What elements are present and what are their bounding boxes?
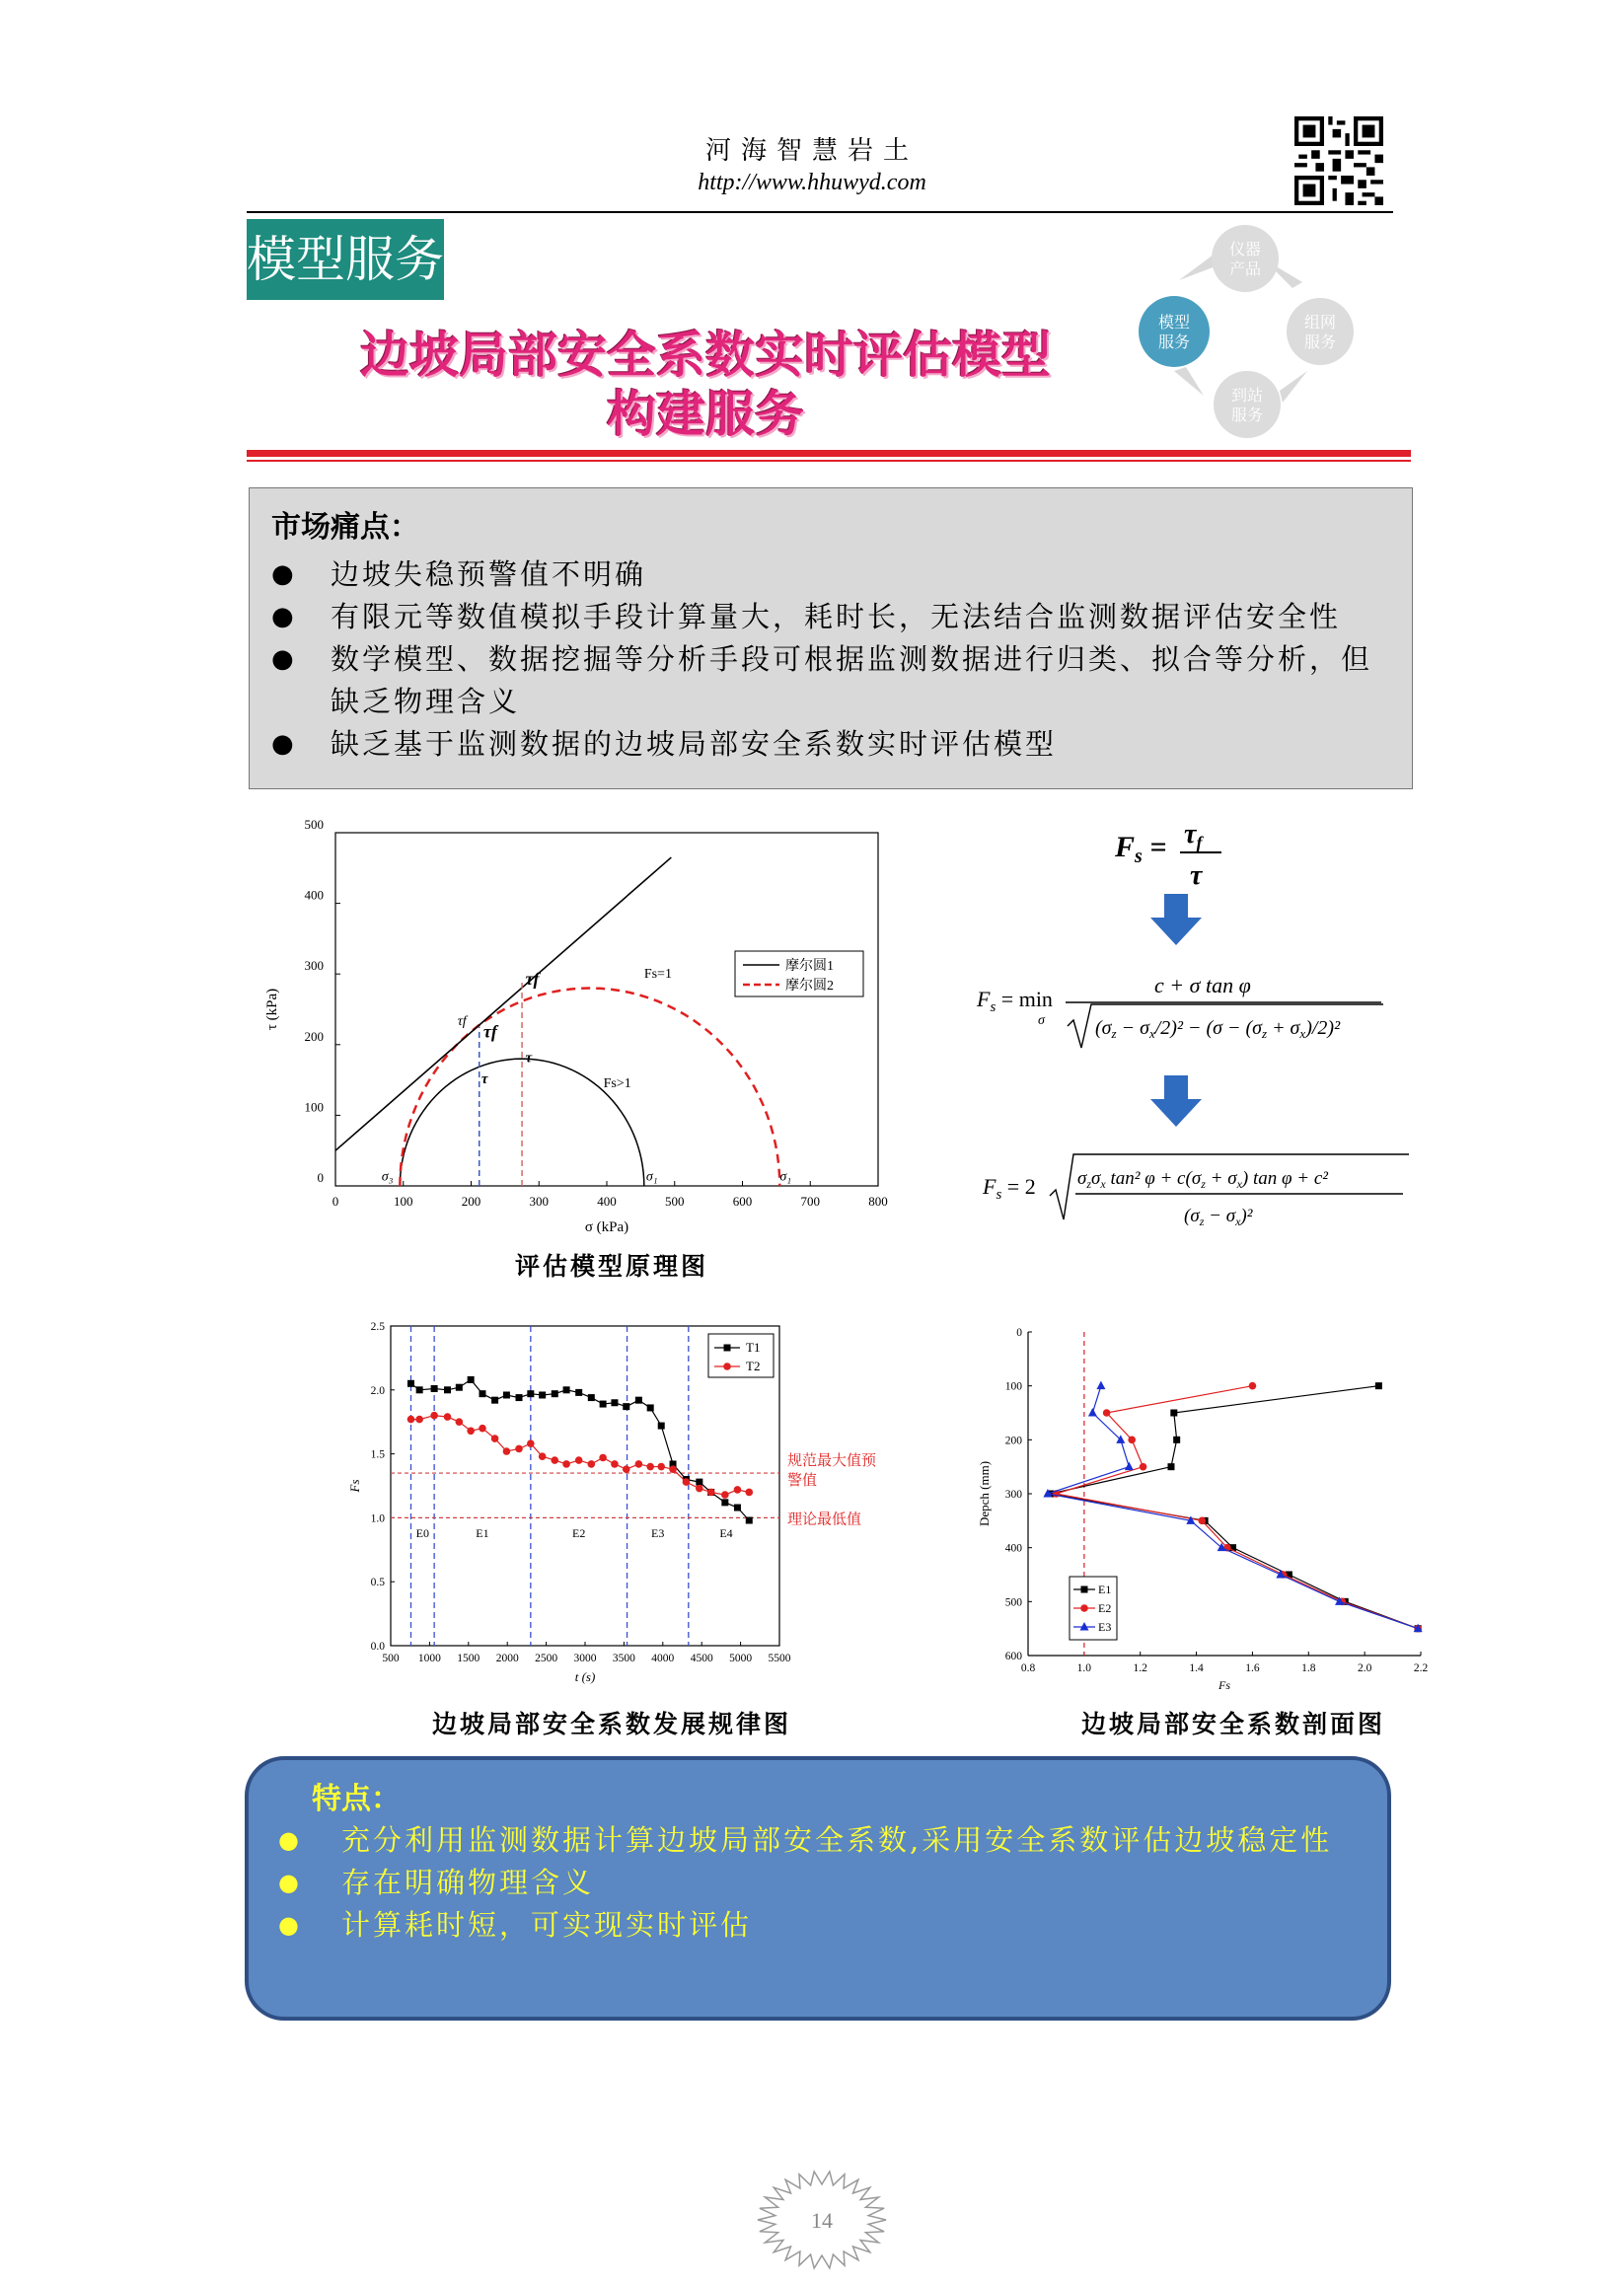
title-divider-thin bbox=[247, 460, 1411, 462]
threshold-label-1a: 规范最大值预 bbox=[787, 1453, 877, 1470]
data-point bbox=[503, 1447, 511, 1455]
x-tick-label: 0 bbox=[332, 1194, 339, 1209]
data-point bbox=[646, 1463, 654, 1471]
pain-point-item: ● 数学模型、数据挖掘等分析手段可根据监测数据进行归类、拟合等分析，但缺乏物理含义 bbox=[271, 638, 1396, 723]
data-point bbox=[696, 1485, 703, 1493]
tauf-label-2: τf bbox=[482, 1021, 497, 1042]
fsgt1-label: Fs>1 bbox=[603, 1075, 631, 1091]
threshold-label-1b: 警值 bbox=[787, 1473, 818, 1490]
x-tick-label: 1.4 bbox=[1189, 1662, 1204, 1674]
header-url[interactable]: http://www.hhuwyd.com bbox=[698, 170, 926, 195]
cycle-label-bottom-b: 服务 bbox=[1230, 407, 1264, 424]
y-tick-label: 2.5 bbox=[370, 1321, 385, 1333]
header-org: 河海智慧岩土 bbox=[704, 136, 919, 166]
page-number: 14 bbox=[811, 2208, 833, 2233]
x-tick-label: 5500 bbox=[768, 1653, 791, 1664]
x-tick-label: 500 bbox=[665, 1194, 685, 1209]
caption-model: 评估模型原理图 bbox=[514, 1252, 708, 1281]
data-point bbox=[562, 1460, 570, 1468]
y-tick-label: 100 bbox=[1004, 1380, 1022, 1393]
fs-development-chart bbox=[345, 1312, 937, 1697]
y-tick-label: 0.0 bbox=[370, 1641, 385, 1653]
data-point bbox=[588, 1460, 596, 1468]
x-tick-label: 300 bbox=[529, 1194, 549, 1209]
cycle-label-right-a: 组网 bbox=[1303, 315, 1337, 332]
phase-label: E4 bbox=[719, 1525, 733, 1540]
data-point bbox=[647, 1404, 654, 1411]
data-point bbox=[1140, 1463, 1147, 1471]
data-point bbox=[1103, 1409, 1111, 1417]
x-tick-label: 2.0 bbox=[1357, 1662, 1372, 1674]
data-point bbox=[491, 1397, 498, 1404]
data-point bbox=[479, 1425, 486, 1433]
cycle-node-bottom bbox=[1214, 371, 1281, 438]
data-point bbox=[407, 1416, 415, 1424]
formula-fs-min: $F_s = \min$ bbox=[977, 987, 1053, 1015]
data-point bbox=[468, 1376, 475, 1383]
phase-label: E1 bbox=[476, 1525, 489, 1540]
pain-points-heading: 市场痛点： bbox=[271, 510, 419, 545]
data-point bbox=[430, 1412, 438, 1420]
formula-tauf: $\tau_f$ bbox=[1184, 819, 1203, 852]
data-point bbox=[1128, 1437, 1136, 1444]
fs1-label: Fs=1 bbox=[643, 966, 672, 982]
data-point bbox=[515, 1445, 523, 1453]
series-line-T1 bbox=[410, 1379, 749, 1520]
data-point bbox=[599, 1454, 607, 1462]
data-point bbox=[491, 1435, 499, 1442]
data-point bbox=[635, 1397, 642, 1404]
y-tick-label: 0.5 bbox=[370, 1577, 385, 1589]
x-tick-label: 3000 bbox=[573, 1653, 597, 1664]
data-point bbox=[527, 1390, 534, 1397]
data-point bbox=[746, 1516, 753, 1523]
data-point bbox=[415, 1416, 423, 1424]
data-point bbox=[575, 1456, 583, 1464]
failure-envelope bbox=[335, 857, 671, 1150]
x-tick-label: 100 bbox=[394, 1194, 413, 1209]
data-point bbox=[657, 1463, 665, 1471]
pain-points-box bbox=[249, 487, 1413, 789]
y-tick-label: 300 bbox=[1004, 1489, 1022, 1501]
x-tick-label: 1.6 bbox=[1245, 1662, 1260, 1674]
x-tick-label: 200 bbox=[461, 1194, 481, 1209]
phase-label: E2 bbox=[572, 1525, 586, 1540]
formula-numerator: c + σ tan φ bbox=[1154, 973, 1251, 997]
data-point bbox=[539, 1452, 547, 1460]
x-tick-label: 400 bbox=[597, 1194, 617, 1209]
tauf-label-3: τf bbox=[525, 968, 540, 989]
cycle-label-left-a: 模型 bbox=[1157, 315, 1191, 332]
fs-profile-chart bbox=[967, 1312, 1431, 1697]
legend-box bbox=[708, 1334, 774, 1377]
data-point bbox=[456, 1384, 463, 1391]
legend-marker bbox=[1081, 1586, 1088, 1593]
page-title-line2: 构建服务 bbox=[607, 386, 804, 443]
y-axis-label: τ (kPa) bbox=[264, 988, 280, 1031]
features-list bbox=[278, 1819, 1364, 1947]
data-point bbox=[552, 1390, 558, 1397]
data-point bbox=[623, 1465, 630, 1473]
data-point bbox=[696, 1479, 702, 1486]
pain-point-item: ● 有限元等数值模拟手段计算量大，耗时长，无法结合监测数据评估安全性 bbox=[271, 596, 1396, 638]
data-point bbox=[611, 1460, 619, 1468]
sigma1-label-1: σ₁ bbox=[645, 1169, 658, 1185]
y-tick-label: 1.0 bbox=[370, 1512, 385, 1525]
cycle-node-top bbox=[1212, 225, 1279, 292]
cycle-label-right-b: 服务 bbox=[1303, 334, 1337, 351]
formula-denominator: $(\sigma_z - \sigma_x/2)^2 - (\sigma - (\sigma_z + \sigma_x)/2)^2$ bbox=[1095, 1017, 1341, 1041]
y-tick-label: 200 bbox=[1004, 1435, 1022, 1447]
y-tick-label: 400 bbox=[304, 887, 324, 903]
data-point bbox=[527, 1439, 535, 1447]
sigma3-label: σ₃ bbox=[381, 1169, 394, 1185]
x-tick-label: 1000 bbox=[417, 1653, 441, 1664]
feature-item: ● 充分利用监测数据计算边坡局部安全系数,采用安全系数评估边坡稳定性 bbox=[278, 1819, 1364, 1862]
y-tick-label: 500 bbox=[1004, 1596, 1022, 1609]
x-axis-label: t (s) bbox=[574, 1669, 596, 1684]
x-axis-label: σ (kPa) bbox=[584, 1219, 629, 1235]
caption-development: 边坡局部安全系数发展规律图 bbox=[431, 1710, 791, 1738]
feature-item: ● 存在明确物理含义 bbox=[278, 1862, 1364, 1904]
x-tick-label: 0.8 bbox=[1020, 1662, 1036, 1674]
data-point bbox=[623, 1403, 629, 1410]
header-divider bbox=[247, 211, 1393, 213]
tauf-label-1: τf bbox=[457, 1013, 467, 1029]
data-point bbox=[745, 1489, 753, 1497]
phase-label: E0 bbox=[415, 1525, 429, 1540]
data-point bbox=[721, 1491, 729, 1499]
data-point bbox=[1249, 1382, 1257, 1390]
data-point bbox=[588, 1394, 595, 1401]
page-number-badge bbox=[750, 2167, 894, 2273]
page-title-line1: 边坡局部安全系数实时评估模型 bbox=[360, 327, 1051, 384]
title-divider-thick bbox=[247, 450, 1411, 457]
x-tick-label: 500 bbox=[382, 1653, 400, 1664]
data-point bbox=[611, 1399, 618, 1406]
y-axis-label: Depch (mm) bbox=[977, 1460, 992, 1527]
x-tick-label: 2500 bbox=[535, 1653, 558, 1664]
cycle-label-left-b: 服务 bbox=[1157, 334, 1191, 351]
data-point bbox=[669, 1465, 677, 1473]
legend-label: E2 bbox=[1098, 1601, 1112, 1615]
data-point bbox=[539, 1391, 546, 1398]
data-point bbox=[734, 1505, 741, 1511]
x-tick-label: 5000 bbox=[729, 1653, 753, 1664]
caption-profile: 边坡局部安全系数剖面图 bbox=[1080, 1710, 1385, 1738]
legend-label: T2 bbox=[746, 1359, 761, 1373]
x-tick-label: 2000 bbox=[495, 1653, 519, 1664]
x-axis-label: Fs bbox=[1218, 1678, 1230, 1692]
formula-tau: τ bbox=[1190, 860, 1203, 891]
data-point bbox=[600, 1401, 607, 1408]
feature-item: ● 计算耗时短，可实现实时评估 bbox=[278, 1904, 1364, 1947]
mohr-plot-frame bbox=[335, 833, 878, 1186]
legend-marker bbox=[1080, 1604, 1088, 1612]
formula-closed-denominator: $(\sigma_z - \sigma_x)^2$ bbox=[1184, 1206, 1253, 1228]
mohr-circle-chart bbox=[247, 809, 898, 1243]
formula-fs-ratio: $F_s$ = bbox=[1115, 831, 1167, 867]
legend-label: T1 bbox=[746, 1340, 761, 1355]
cycle-node-left bbox=[1139, 296, 1210, 367]
tau-label-1: τ bbox=[480, 1071, 488, 1088]
pain-points-list bbox=[271, 553, 1396, 766]
data-point bbox=[1173, 1437, 1180, 1443]
data-point bbox=[1198, 1517, 1206, 1525]
data-point bbox=[1096, 1381, 1105, 1390]
data-point bbox=[431, 1385, 438, 1392]
data-point bbox=[456, 1418, 464, 1426]
formula-min-sub: σ bbox=[1038, 1013, 1045, 1028]
y-tick-label: 1.5 bbox=[370, 1448, 385, 1461]
y-tick-label: 2.0 bbox=[370, 1384, 385, 1397]
x-tick-label: 700 bbox=[800, 1194, 820, 1209]
service-cycle-diagram bbox=[1135, 223, 1371, 440]
data-point bbox=[734, 1486, 742, 1494]
legend-label-2: 摩尔圆2 bbox=[785, 979, 834, 994]
cycle-label-bottom-a: 到站 bbox=[1230, 388, 1264, 405]
y-tick-label: 400 bbox=[1004, 1542, 1022, 1555]
phase-label: E3 bbox=[651, 1525, 665, 1540]
data-point bbox=[503, 1391, 510, 1398]
threshold-label-2: 理论最低值 bbox=[787, 1511, 862, 1528]
arrow-down-icon bbox=[1150, 894, 1202, 945]
section-tag: 模型服务 bbox=[247, 219, 444, 300]
legend-label: E1 bbox=[1098, 1583, 1112, 1596]
data-point bbox=[444, 1413, 452, 1421]
x-tick-label: 3500 bbox=[612, 1653, 635, 1664]
formula-panel bbox=[947, 809, 1411, 1243]
y-tick-label: 0 bbox=[1016, 1327, 1022, 1339]
legend-marker bbox=[723, 1363, 731, 1370]
x-tick-label: 4500 bbox=[690, 1653, 713, 1664]
data-point bbox=[575, 1389, 582, 1396]
y-tick-label: 600 bbox=[1004, 1651, 1022, 1662]
x-tick-label: 800 bbox=[868, 1194, 888, 1209]
x-tick-label: 1.8 bbox=[1301, 1662, 1316, 1674]
data-point bbox=[479, 1390, 485, 1397]
data-point bbox=[1375, 1382, 1382, 1389]
data-point bbox=[467, 1427, 475, 1435]
qr-code-icon bbox=[1294, 116, 1383, 205]
data-point bbox=[1170, 1410, 1177, 1417]
legend-label: E3 bbox=[1098, 1620, 1112, 1634]
x-tick-label: 2.2 bbox=[1413, 1662, 1429, 1674]
features-heading: 特点： bbox=[312, 1782, 401, 1816]
x-tick-label: 600 bbox=[732, 1194, 753, 1209]
x-tick-label: 4000 bbox=[651, 1653, 675, 1664]
pain-point-item: ● 边坡失稳预警值不明确 bbox=[271, 553, 1396, 596]
x-tick-label: 1500 bbox=[457, 1653, 480, 1664]
data-point bbox=[1167, 1463, 1174, 1470]
legend-marker bbox=[724, 1345, 731, 1352]
cycle-label-top-a: 仪器 bbox=[1228, 242, 1262, 258]
data-point bbox=[407, 1380, 414, 1387]
arrow-down-icon bbox=[1150, 1075, 1202, 1127]
data-point bbox=[635, 1460, 643, 1468]
cycle-node-right bbox=[1287, 298, 1354, 365]
data-point bbox=[658, 1423, 665, 1430]
y-tick-label: 300 bbox=[304, 958, 324, 974]
y-tick-label: 0 bbox=[317, 1170, 324, 1185]
y-tick-label: 200 bbox=[304, 1028, 324, 1044]
data-point bbox=[1125, 1462, 1134, 1471]
x-tick-label: 1.2 bbox=[1133, 1662, 1147, 1674]
data-point bbox=[416, 1386, 423, 1393]
y-tick-label: 100 bbox=[304, 1099, 324, 1115]
data-point bbox=[707, 1489, 715, 1497]
pain-point-item: ● 缺乏基于监测数据的边坡局部安全系数实时评估模型 bbox=[271, 723, 1396, 766]
data-point bbox=[516, 1394, 523, 1401]
data-point bbox=[551, 1456, 558, 1464]
data-point bbox=[444, 1386, 451, 1393]
data-point bbox=[721, 1499, 728, 1506]
tau-label-2: τ bbox=[525, 1050, 533, 1067]
sigma1-label-2: σ₁ bbox=[779, 1169, 792, 1185]
formula-closed-numerator: $\sigma_z\sigma_x$ tan² $\varphi + c(\sigma_z + \sigma_x)$ tan φ + c² bbox=[1077, 1168, 1328, 1191]
y-axis-label: Fs bbox=[347, 1479, 362, 1493]
data-point bbox=[1088, 1408, 1097, 1417]
x-tick-label: 1.0 bbox=[1076, 1662, 1092, 1674]
formula-fs-closed: $F_s = 2$ bbox=[983, 1174, 1036, 1203]
cycle-label-top-b: 产品 bbox=[1228, 261, 1262, 278]
data-point bbox=[683, 1478, 691, 1486]
data-point bbox=[563, 1386, 570, 1393]
legend-label-1: 摩尔圆1 bbox=[785, 959, 834, 974]
y-tick-label: 500 bbox=[304, 817, 324, 832]
features-box bbox=[245, 1756, 1391, 2021]
